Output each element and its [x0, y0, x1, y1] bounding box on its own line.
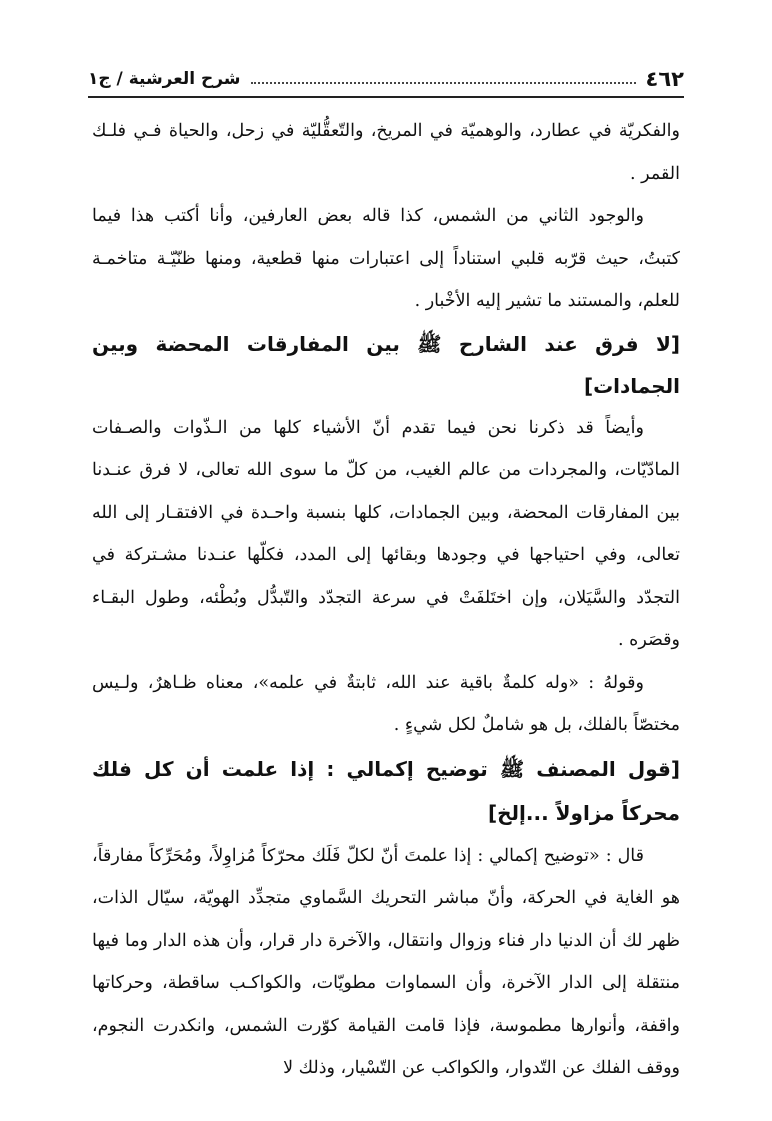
running-header [88, 62, 684, 98]
paragraph-2: والوجود الثاني من الشمس، كذا قاله بعض العارفين، وأنا أكتب هذا فيما كتبتُ، حيث قرّبه قلبي استناداً إلى اعتبارات منها قطعية، ومنها ظنّيّـة متاخمـة للعلم، والمستند ما تشير إليه الأخْبار . [92, 206, 680, 311]
paragraph-3: وأيضاً قد ذكرنا نحن فيما تقدم أنّ الأشياء كلها من الـذّوات والصـفات المادّيّات، والمجردات من عالم الغيب، من كلّ ما سوى الله تعالى، لا فرق عنـدنا بين المفارقات المحضة، وبين الجمادات، كلها بنسبة واحـدة في الافتقـار إلى الله تعالى، وفي احتياجها في وجودها وبقائها إلى المدد، فكلّها عنـدنا مشـتركة في التجدّد والسَّيَلان، وإن اختَلفَتْ في سرعة التجدّد والتّبدُّل وبُطْئه، وطول البقـاء وقصَره . [92, 417, 680, 650]
paragraph-1: والفكريّة في عطارد، والوهميّة في المريخ، والتّعقُّليّة في زحل، والحياة فـي فلـك القمر . [92, 121, 680, 184]
page-number: ٤٦٢ [645, 67, 684, 91]
book-title: شرح العرشية / ج١ [88, 69, 241, 89]
paragraph-4: وقولهُ : «وله كلمةٌ باقية عند الله، ثابتةٌ في علمه»، معناه ظـاهرٌ، ولـيس مختصّاً بالفلك، بل هو شاملٌ لكل شيءٍ . [92, 672, 680, 735]
section-heading-1: [لا فرق عند الشارح ﷺ بين المفارقات المحضة وبين الجمادات] [92, 331, 680, 398]
header-dot-leader [251, 82, 636, 84]
section-heading-2: [قول المصنف ﷺ توضيح إكمالي : إذا علمت أن كل فلك محركاً مزاولاً ...إلخ] [92, 756, 680, 825]
page-body [92, 110, 680, 1090]
paragraph-5: قال : «توضيح إكمالي : إذا علمتَ أنّ لكلّ فَلَك محرّكاً مُزاوِلاً، ومُحَرِّكاً مفارقاً، هو الغاية في الحركة، وأنّ مباشر التحريك السَّماوي متجدِّد الهويّة، سيّال الذات، ظهر لك أن الدنيا دار فناء وزوال وانتقال، والآخرة دار قرار، وأن هذه الدار وما فيها منتقلة إلى الدار الآخرة، وأن السماوات مطويّات، والكواكـب ساقطة، وحركاتها واقفة، وأنوارها مطموسة، فإذا قامت القيامة كوّرت الشمس، وانكدرت النجوم، ووقف الفلك عن التّدوار، والكواكب عن التّسْيار، وذلك لا [92, 845, 680, 1078]
